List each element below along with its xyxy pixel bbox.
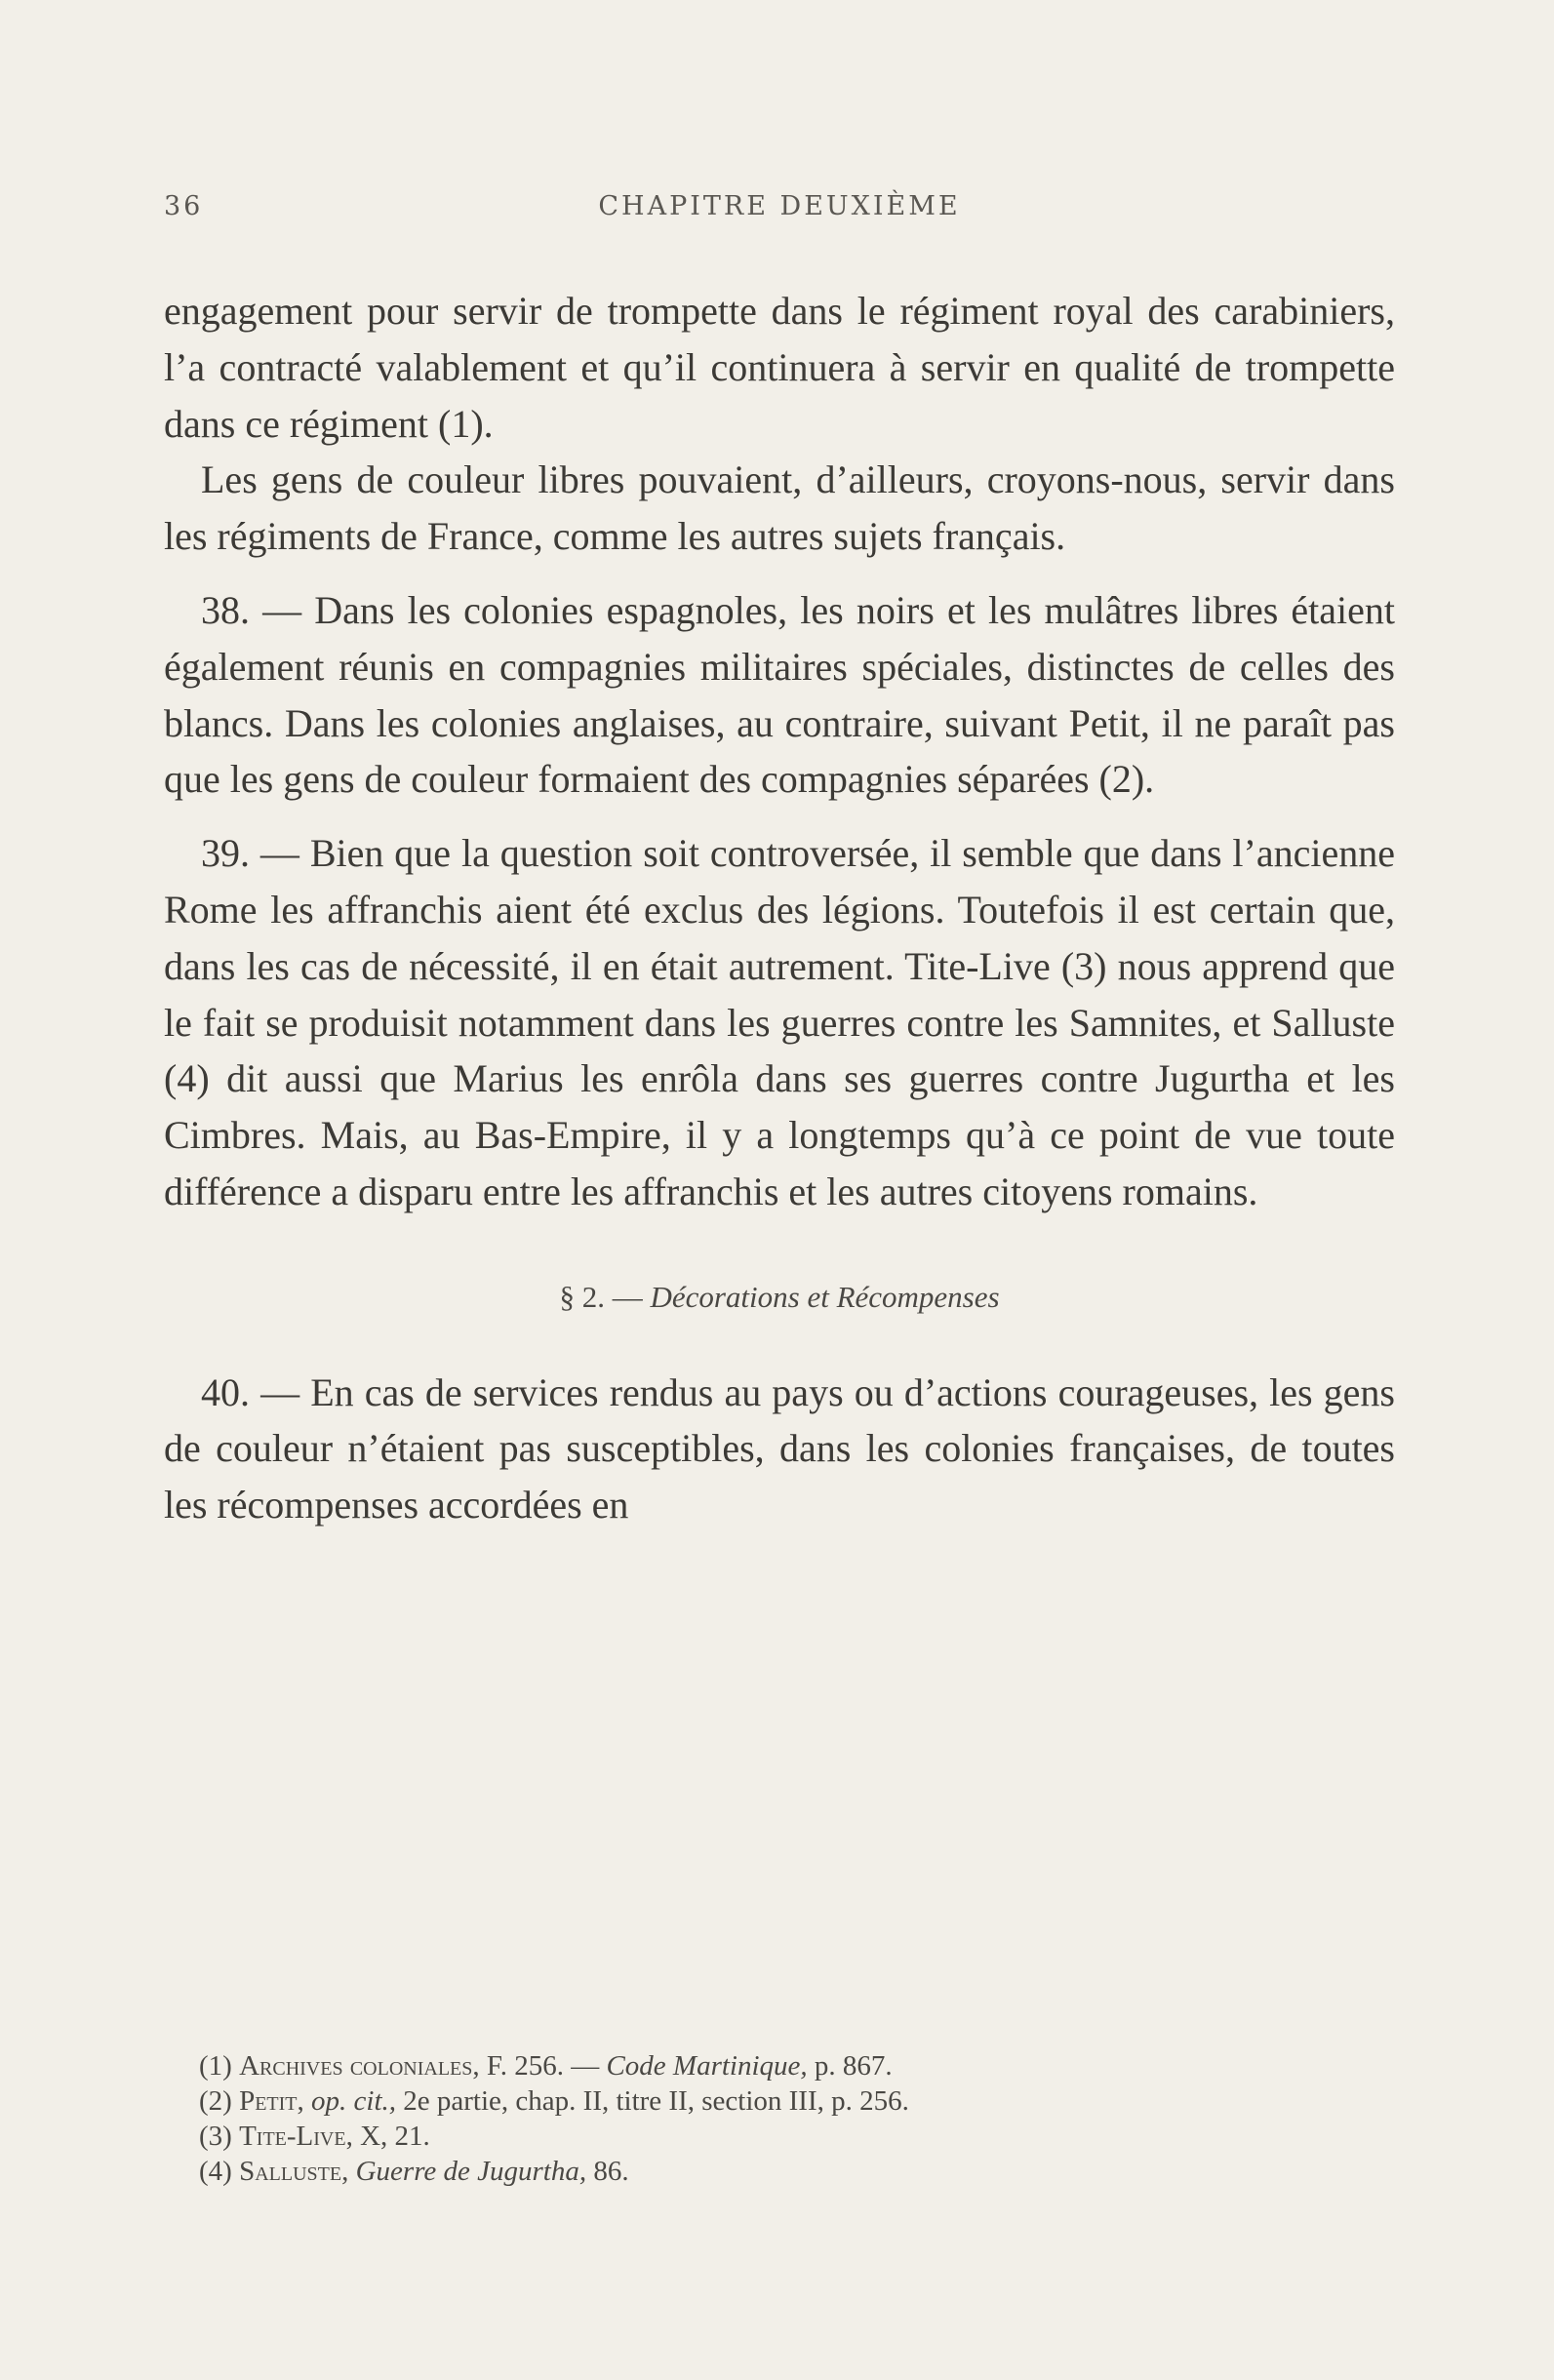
footnote-tail: p. 867.	[807, 2050, 893, 2082]
footnote-2	[199, 2083, 1395, 2119]
footnote-1	[199, 2048, 1395, 2083]
body-text	[164, 283, 1395, 1533]
footnote-mark: (3)	[199, 2121, 232, 2152]
footnote-author: Petit,	[239, 2085, 304, 2117]
footnote-author: Tite-Live,	[239, 2121, 353, 2152]
paragraph-continued: engagement pour servir de trompette dans le régiment royal des carabiniers, l’a contracté valablement et qu’il continuera à servir en qualité de trompette dans ce régiment (1).	[164, 289, 1395, 446]
footnote-text	[348, 2156, 355, 2187]
running-head	[164, 185, 1395, 234]
footnote-tail: 2e partie, chap. II, titre II, section III, p. 256.	[396, 2085, 909, 2117]
section-number: § 2. —	[559, 1279, 643, 1314]
running-title: CHAPITRE DEUXIÈME	[598, 191, 961, 221]
footnote-text: X, 21.	[352, 2121, 430, 2152]
footnote-author: Salluste,	[239, 2156, 349, 2187]
page-number: 36	[164, 191, 204, 221]
footnote-mark: (1)	[199, 2050, 232, 2082]
footnote-work: op. cit.,	[311, 2085, 397, 2117]
paragraph-40: 40. — En cas de services rendus au pays ou d’actions courageuses, les gens de couleur n’étaient pas susceptibles, dans les colonies françaises, de toutes les récompenses accordées en	[164, 1369, 1395, 1527]
footnote-mark: (4)	[199, 2156, 232, 2187]
footnote-text	[304, 2085, 311, 2117]
footnotes	[199, 2048, 1395, 2189]
footnote-work: Guerre de Jugurtha,	[355, 2156, 587, 2187]
footnote-text: F. 256. —	[479, 2050, 607, 2082]
book-page	[164, 185, 1395, 2351]
paragraph: Les gens de couleur libres pouvaient, d’ailleurs, croyons-nous, servir dans les régiments de France, comme les autres sujets français.	[164, 457, 1395, 559]
footnote-4	[199, 2154, 1395, 2189]
section-heading	[164, 1269, 1395, 1326]
footnote-tail: 86.	[586, 2156, 629, 2187]
footnote-work: Code Martinique,	[606, 2050, 808, 2082]
section-title: Décorations et Récompenses	[650, 1279, 1000, 1314]
paragraph-38: 38. — Dans les colonies espagnoles, les noirs et les mulâtres libres étaient également réunis en compagnies militaires spéciales, distinctes de celles des blancs. Dans les colonies anglaises, au contraire, suivant Petit, il ne paraît pas que les gens de couleur formaient des compagnies séparées (2).	[164, 587, 1395, 802]
footnote-3	[199, 2119, 1395, 2154]
footnote-mark: (2)	[199, 2085, 232, 2117]
footnote-author: Archives coloniales,	[239, 2050, 480, 2082]
paragraph-39: 39. — Bien que la question soit controversée, il semble que dans l’ancienne Rome les affranchis aient été exclus des légions. Toutefois il est certain que, dans les cas de nécessité, il en était autrement. Tite-Live (3) nous apprend que le fait se produisit notamment dans les guerres contre les Samnites, et Salluste (4) dit aussi que Marius les enrôla dans ses guerres contre Jugurtha et les Cimbres. Mais, au Bas-Empire, il y a longtemps qu’à ce point de vue toute différence a disparu entre les affranchis et les autres citoyens romains.	[164, 831, 1395, 1213]
